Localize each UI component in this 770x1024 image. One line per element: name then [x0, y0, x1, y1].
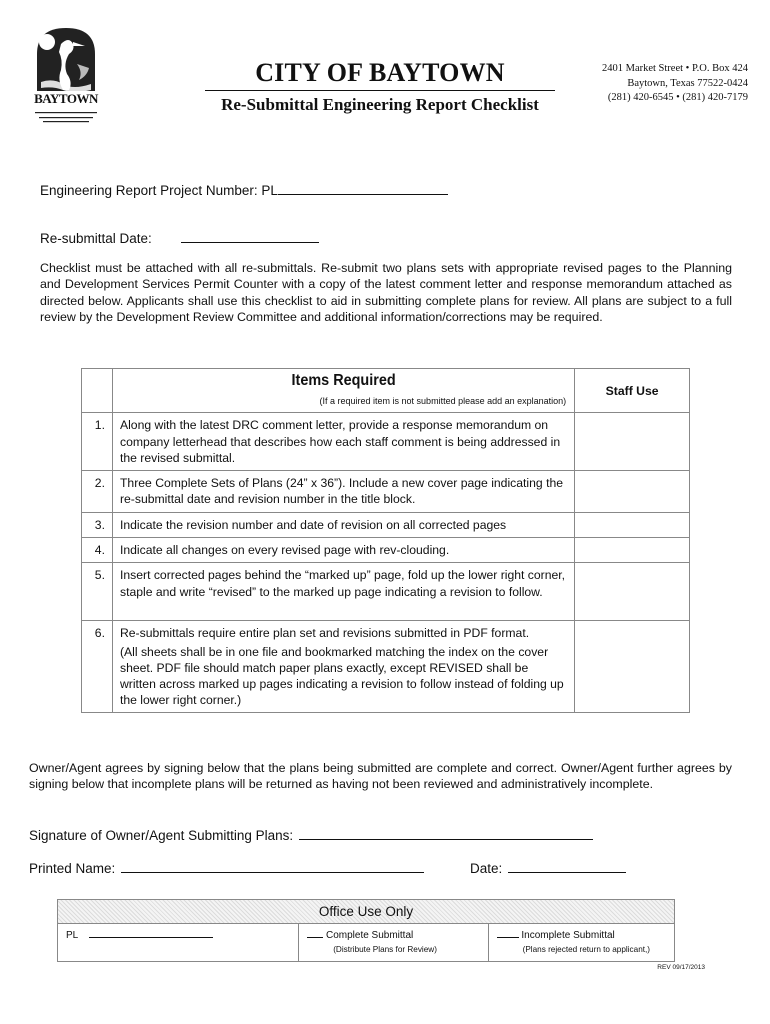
- incomplete-submittal-cell[interactable]: [489, 924, 674, 961]
- table-row: [82, 538, 690, 563]
- items-required-title: Items Required: [291, 372, 396, 389]
- city-logo: [33, 24, 99, 124]
- row-number: 3.: [82, 513, 113, 538]
- items-required-header: [112, 369, 574, 413]
- table-row: [82, 621, 690, 713]
- table-row: [82, 563, 690, 621]
- complete-checkbox-line[interactable]: [307, 928, 323, 938]
- office-pl-label: PL: [66, 930, 78, 941]
- date-label: Date:: [470, 861, 503, 876]
- resubmittal-date-line[interactable]: [181, 230, 319, 243]
- table-row: [82, 471, 690, 513]
- table-row: [82, 513, 690, 538]
- row-text: Indicate all changes on every revised page with rev-clouding.: [112, 538, 574, 563]
- row-text: Along with the latest DRC comment letter, provide a response memorandum on company letterhead that describes how each staff comment is being addressed in the revised submittal.: [112, 413, 574, 471]
- staff-use-cell[interactable]: [575, 413, 690, 471]
- staff-use-cell[interactable]: [575, 563, 690, 621]
- resubmittal-date-field[interactable]: [40, 230, 319, 246]
- logo-text: BAYTOWN: [34, 91, 98, 106]
- row-subtext: (All sheets shall be in one file and bookmarked matching the index on the cover sheet. PDF file should match paper plans exactly, except REVISED shall be written across marked up pages indicating a revision to follow instead of folding up the lower right corner.): [119, 644, 564, 708]
- city-address: [568, 62, 748, 106]
- complete-submittal-cell[interactable]: [299, 924, 488, 961]
- staff-use-header: Staff Use: [575, 369, 690, 413]
- staff-use-cell[interactable]: [575, 538, 690, 563]
- intro-paragraph: Checklist must be attached with all re-submittals. Re-submit two plans sets with appropriate revised pages to the Planning and Development Services Permit Counter with a copy of the latest comment letter and response memorandum attached as directed below. Applicants shall use this checklist to aid in submitting complete plans for review. All plans are subject to a full review by the Development Review Committee and additional information/corrections may be required.: [40, 261, 732, 325]
- row-text: Re-submittals require entire plan set and revisions submitted in PDF format.: [119, 626, 530, 641]
- staff-use-cell[interactable]: [575, 471, 690, 513]
- office-use-box: [57, 899, 675, 962]
- page-subtitle: Re-Submittal Engineering Report Checklist: [221, 95, 539, 114]
- row-text: Insert corrected pages behind the “marked up” page, fold up the lower right corner, staple and write “revised” to the marked up page indicating a revision to follow.: [112, 563, 574, 621]
- items-required-note: (If a required item is not submitted please add an explanation): [319, 396, 567, 407]
- project-number-field[interactable]: [40, 182, 448, 198]
- staff-use-cell[interactable]: [575, 621, 690, 713]
- printed-name-line[interactable]: [121, 860, 424, 873]
- resubmittal-date-label: Re-submittal Date:: [40, 231, 152, 246]
- signature-label: Signature of Owner/Agent Submitting Plans:: [29, 828, 294, 843]
- signature-line[interactable]: [299, 827, 593, 840]
- incomplete-checkbox-line[interactable]: [497, 928, 519, 938]
- project-number-label: Engineering Report Project Number: PL: [40, 183, 278, 198]
- revision-label: REV 09/17/2013: [657, 964, 705, 971]
- row-number: 6.: [82, 621, 113, 713]
- printed-name-field[interactable]: [29, 860, 424, 876]
- row-number: 5.: [82, 563, 113, 621]
- office-pl-cell[interactable]: [58, 924, 299, 961]
- office-use-title: Office Use Only: [58, 900, 674, 924]
- incomplete-submittal-label: Incomplete Submittal: [521, 930, 615, 941]
- staff-use-cell[interactable]: [575, 513, 690, 538]
- address-line-3: (281) 420-6545 • (281) 420-7179: [607, 92, 748, 103]
- project-number-line[interactable]: [278, 182, 448, 195]
- address-line-2: Baytown, Texas 77522-0424: [627, 77, 748, 89]
- incomplete-submittal-note: (Plans rejected return to applicant,): [522, 945, 651, 954]
- signature-field[interactable]: [29, 827, 593, 843]
- office-use-row: [58, 924, 674, 961]
- title-rule: [205, 90, 555, 91]
- complete-submittal-note: (Distribute Plans for Review): [333, 945, 437, 954]
- row-number: 4.: [82, 538, 113, 563]
- date-line[interactable]: [508, 860, 626, 873]
- header-num-cell: [82, 369, 113, 413]
- table-header-row: [82, 369, 690, 413]
- printed-name-label: Printed Name:: [29, 861, 116, 876]
- agreement-paragraph: Owner/Agent agrees by signing below that the plans being submitted are complete and correct. Owner/Agent further agrees by signing below that incomplete plans will be returned as having not been reviewed and administratively incomplete.: [29, 761, 732, 792]
- row-number: 2.: [82, 471, 113, 513]
- row-text: Indicate the revision number and date of revision on all corrected pages: [112, 513, 574, 538]
- page-title: CITY OF BAYTOWN: [255, 58, 505, 87]
- row-text: Three Complete Sets of Plans (24” x 36”). Include a new cover page indicating the re-submittal date and revision number in the title block.: [112, 471, 574, 513]
- address-line-1: 2401 Market Street • P.O. Box 424: [601, 63, 748, 74]
- complete-submittal-label: Complete Submittal: [325, 930, 414, 941]
- table-row: [82, 413, 690, 471]
- office-pl-line[interactable]: [89, 928, 213, 938]
- row-text-block: [112, 621, 574, 713]
- header-title-block: [205, 58, 555, 116]
- row-number: 1.: [82, 413, 113, 471]
- items-required-table: [81, 368, 690, 713]
- date-field[interactable]: [470, 860, 626, 876]
